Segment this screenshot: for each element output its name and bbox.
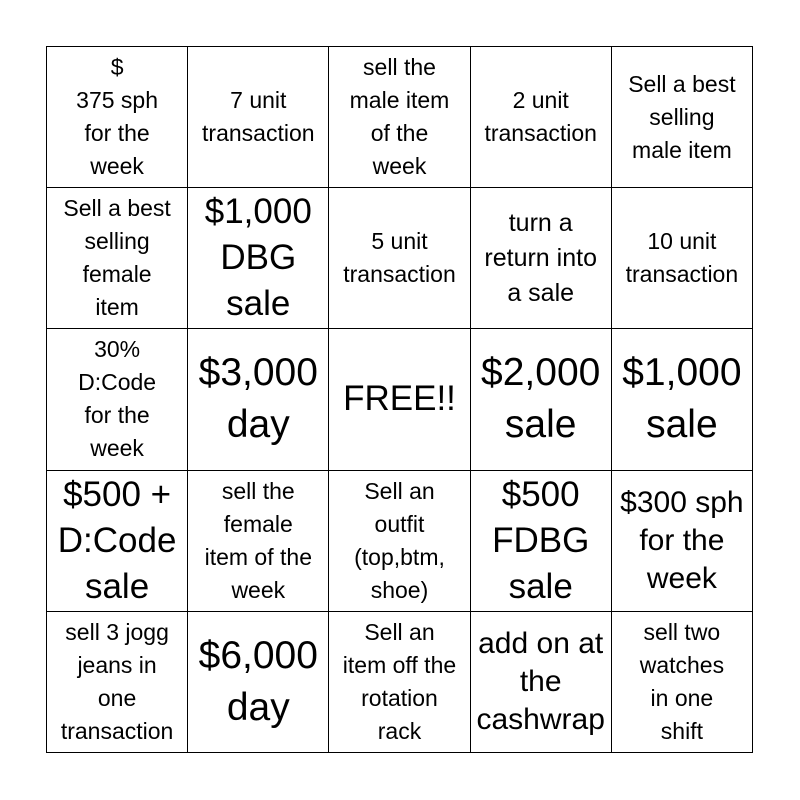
cell-text: 30% D:Code for the week: [78, 336, 157, 462]
bingo-cell-r4-c4[interactable]: [471, 471, 612, 612]
cell-text: 7 unit transaction: [202, 87, 315, 147]
cell-text: sell the male item of the week: [349, 54, 450, 180]
bingo-cell-r5-c4[interactable]: [471, 612, 612, 753]
bingo-cell-r2-c4[interactable]: [471, 188, 612, 329]
bingo-cell-r5-c1[interactable]: [47, 612, 188, 753]
bingo-cell-r3-c2[interactable]: [188, 329, 329, 470]
cell-text: $500 + D:Code sale: [57, 474, 177, 606]
bingo-cell-r5-c3[interactable]: [329, 612, 470, 753]
bingo-cell-r2-c3[interactable]: [329, 188, 470, 329]
bingo-cell-r4-c5[interactable]: [612, 471, 753, 612]
cell-text: $6,000 day: [198, 633, 318, 729]
bingo-cell-r4-c2[interactable]: [188, 471, 329, 612]
bingo-cell-r2-c5[interactable]: [612, 188, 753, 329]
cell-text: $500 FDBG sale: [492, 474, 590, 606]
bingo-cell-r3-c1[interactable]: [47, 329, 188, 470]
bingo-cell-r1-c5[interactable]: [612, 47, 753, 188]
cell-text: Sell a best selling male item: [628, 70, 736, 163]
bingo-cell-r1-c2[interactable]: [188, 47, 329, 188]
cell-text: sell 3 jogg jeans in one transaction: [60, 618, 174, 744]
cell-text: $300 sph for the week: [620, 485, 744, 595]
cell-text: 2 unit transaction: [484, 87, 597, 147]
bingo-cell-r1-c4[interactable]: [471, 47, 612, 188]
bingo-cell-r2-c2[interactable]: [188, 188, 329, 329]
bingo-cell-r2-c1[interactable]: [47, 188, 188, 329]
bingo-cell-r1-c3[interactable]: [329, 47, 470, 188]
bingo-cell-r1-c1[interactable]: [47, 47, 188, 188]
bingo-cell-r5-c5[interactable]: [612, 612, 753, 753]
cell-text: FREE!!: [343, 379, 456, 419]
cell-text: 5 unit transaction: [343, 228, 456, 288]
cell-text: Sell an item off the rotation rack: [342, 618, 457, 744]
cell-text: $2,000 sale: [481, 351, 601, 447]
cell-text: sell the female item of the week: [204, 477, 312, 603]
bingo-board: [46, 46, 753, 753]
cell-text: $1,000 DBG sale: [204, 192, 312, 324]
cell-text: $1,000 sale: [622, 351, 742, 447]
cell-text: sell two watches in one shift: [639, 618, 725, 744]
cell-text: $ 375 sph for the week: [76, 54, 159, 180]
cell-text: Sell an outfit (top,btm, shoe): [354, 477, 445, 603]
bingo-cell-r3-c4[interactable]: [471, 329, 612, 470]
cell-text: Sell a best selling female item: [63, 195, 171, 321]
bingo-cell-r4-c1[interactable]: [47, 471, 188, 612]
cell-text: turn a return into a sale: [484, 208, 597, 307]
cell-text: $3,000 day: [198, 351, 318, 447]
cell-text: 10 unit transaction: [625, 228, 739, 288]
bingo-cell-r3-c3-free[interactable]: [329, 329, 470, 470]
bingo-cell-r5-c2[interactable]: [188, 612, 329, 753]
bingo-cell-r4-c3[interactable]: [329, 471, 470, 612]
cell-text: add on at the cashwrap: [476, 626, 605, 736]
bingo-cell-r3-c5[interactable]: [612, 329, 753, 470]
